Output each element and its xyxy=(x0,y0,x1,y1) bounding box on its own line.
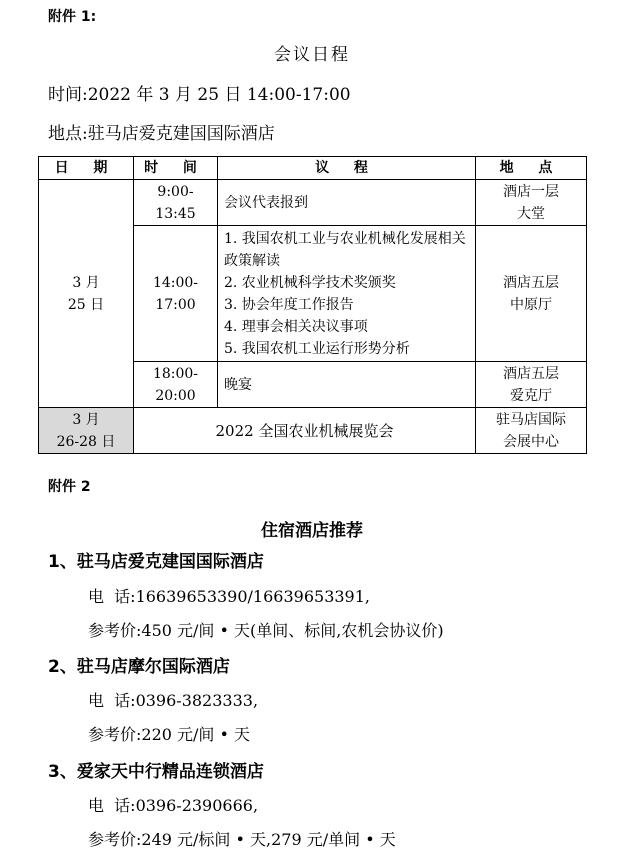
table-row xyxy=(39,408,587,454)
table-row xyxy=(39,180,587,226)
row2-time: 14:00- 17:00 xyxy=(134,226,218,362)
row4-agenda: 2022 全国农业机械展览会 xyxy=(134,408,476,454)
row3-place: 酒店五层 爱克厅 xyxy=(476,362,587,408)
row3-time: 18:00- 20:00 xyxy=(134,362,218,408)
hotel-3-phone: 电 话:0396-2390666, xyxy=(88,796,259,815)
hotel-1-name: 1、驻马店爱克建国国际酒店 xyxy=(48,552,264,572)
agenda-item: 2. 农业机械科学技术奖颁奖 xyxy=(224,274,396,291)
header-place: 地 点 xyxy=(476,157,587,180)
hotel-title: 住宿酒店推荐 xyxy=(261,521,363,541)
header-time: 时 间 xyxy=(134,157,218,180)
hotel-3-name: 3、爱家天中行精品连锁酒店 xyxy=(48,762,264,782)
row4-date: 3 月 26-28 日 xyxy=(39,408,134,454)
hotel-2-name: 2、驻马店摩尔国际酒店 xyxy=(48,657,230,677)
agenda-item: 1. 我国农机工业与农业机械化发展相关政策解读 xyxy=(224,230,466,269)
row1-time: 9:00- 13:45 xyxy=(134,180,218,226)
schedule-table xyxy=(38,156,587,454)
row3-agenda: 晚宴 xyxy=(218,362,476,408)
row2-agenda xyxy=(218,226,476,362)
table-header-row xyxy=(39,157,587,180)
row4-place: 驻马店国际 会展中心 xyxy=(476,408,587,454)
hotel-1-phone: 电 话:16639653390/16639653391, xyxy=(88,587,370,606)
hotel-3-price: 参考价:249 元/标间 • 天,279 元/单间 • 天 xyxy=(88,830,396,849)
agenda-list xyxy=(224,228,473,360)
header-agenda: 议 程 xyxy=(218,157,476,180)
hotel-2-price: 参考价:220 元/间 • 天 xyxy=(88,725,251,744)
row1-place: 酒店一层 大堂 xyxy=(476,180,587,226)
row1-agenda: 会议代表报到 xyxy=(218,180,476,226)
agenda-item: 5. 我国农机工业运行形势分析 xyxy=(224,340,410,357)
meeting-place: 地点:驻马店爱克建国国际酒店 xyxy=(48,124,275,144)
attachment-2-label: 附件 2 xyxy=(48,479,91,495)
meeting-time: 时间:2022 年 3 月 25 日 14:00-17:00 xyxy=(48,85,351,105)
hotel-2-phone: 电 话:0396-3823333, xyxy=(88,691,259,710)
day1-date: 3 月 25 日 xyxy=(39,180,134,408)
hotel-1-price: 参考价:450 元/间 • 天(单间、标间,农机会协议价) xyxy=(88,621,444,640)
schedule-title: 会议日程 xyxy=(274,45,350,65)
attachment-1-label: 附件 1: xyxy=(48,9,97,25)
agenda-item: 4. 理事会相关决议事项 xyxy=(224,318,368,335)
row2-place: 酒店五层 中原厅 xyxy=(476,226,587,362)
agenda-item: 3. 协会年度工作报告 xyxy=(224,296,354,313)
header-date: 日 期 xyxy=(39,157,134,180)
